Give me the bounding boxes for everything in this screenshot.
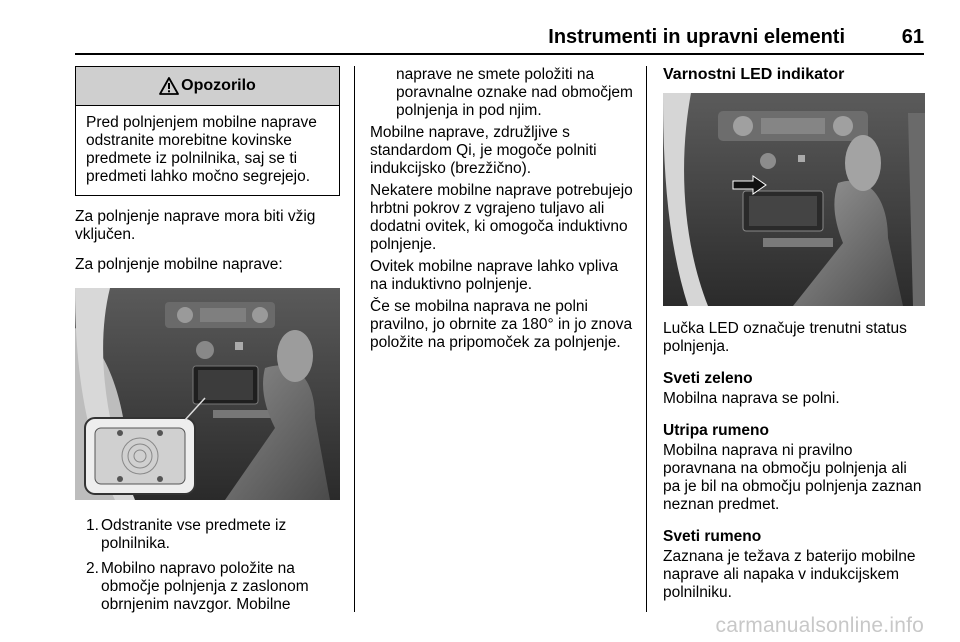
page-section-title: Instrumenti in upravni elementi	[548, 26, 845, 48]
warning-box	[75, 66, 340, 196]
led-state-blinking-yellow	[663, 422, 925, 514]
led-section-heading: Varnostni LED indikator	[663, 66, 845, 83]
led-state-desc: Mobilna naprava ni pravilno poravnana na območju polnjenja ali pa je bil na območju polnjenja zaznan neznan predmet.	[663, 442, 922, 513]
step-text: Mobilno napravo položite na območje polnjenja z zaslonom obrnjenim navzgor. Mobilne	[101, 560, 309, 613]
column-divider-1	[354, 66, 355, 612]
list-item	[75, 560, 340, 614]
step-continuation: naprave ne smete položiti na poravnalne oznake nad območjem polnjenja in pod njim.	[396, 66, 633, 119]
column-1	[75, 66, 340, 621]
page-number: 61	[901, 26, 924, 48]
warning-heading-text: Opozorilo	[181, 77, 256, 94]
led-indicator-illustration	[663, 93, 925, 306]
warning-body: Pred polnjenjem mobilne naprave odstranite morebitne kovinske predmete iz polnilnika, saj se ti predmeti lahko močno segrejejo.	[86, 114, 317, 185]
ignition-note: Za polnjenje naprave mora biti vžig vključen.	[75, 208, 316, 243]
charging-pad-illustration	[75, 288, 340, 500]
column-divider-2	[646, 66, 647, 612]
led-state-yellow	[663, 528, 925, 602]
watermark: carmanualsonline.info	[715, 614, 924, 637]
column-2	[370, 66, 636, 352]
qi-compat-note: Mobilne naprave, združljive s standardom Qi, je mogoče polniti indukcijsko (brezžično).	[370, 124, 597, 177]
column-3	[663, 66, 925, 602]
warning-heading	[76, 67, 339, 106]
led-state-title: Sveti rumeno	[663, 528, 762, 545]
led-intro: Lučka LED označuje trenutni status polnjenja.	[663, 320, 907, 355]
led-state-green	[663, 370, 925, 408]
charging-steps	[75, 517, 340, 614]
step-number: 2.	[86, 560, 99, 577]
led-state-title: Utripa rumeno	[663, 422, 769, 439]
rotate-device-note: Če se mobilna naprava ne polni pravilno, jo obrnite za 180° in jo znova položite na pripomoček za polnjenje.	[370, 298, 633, 351]
list-item	[75, 517, 340, 553]
step-number: 1.	[86, 517, 99, 534]
header-rule	[75, 53, 924, 55]
charging-intro: Za polnjenje mobilne naprave:	[75, 256, 283, 273]
case-influence-note: Ovitek mobilne naprave lahko vpliva na induktivno polnjenje.	[370, 258, 619, 293]
warning-triangle-icon	[159, 77, 179, 95]
cover-requirement-note: Nekatere mobilne naprave potrebujejo hrbtni pokrov z vgrajeno tuljavo ali dodatni ovitek, ki omogoča induktivno polnjenje.	[370, 182, 633, 253]
led-state-desc: Mobilna naprava se polni.	[663, 390, 840, 407]
led-state-title: Sveti zeleno	[663, 370, 753, 387]
led-state-desc: Zaznana je težava z baterijo mobilne naprave ali napaka v indukcijskem polnilniku.	[663, 548, 916, 601]
step-text: Odstranite vse predmete iz polnilnika.	[101, 517, 287, 552]
